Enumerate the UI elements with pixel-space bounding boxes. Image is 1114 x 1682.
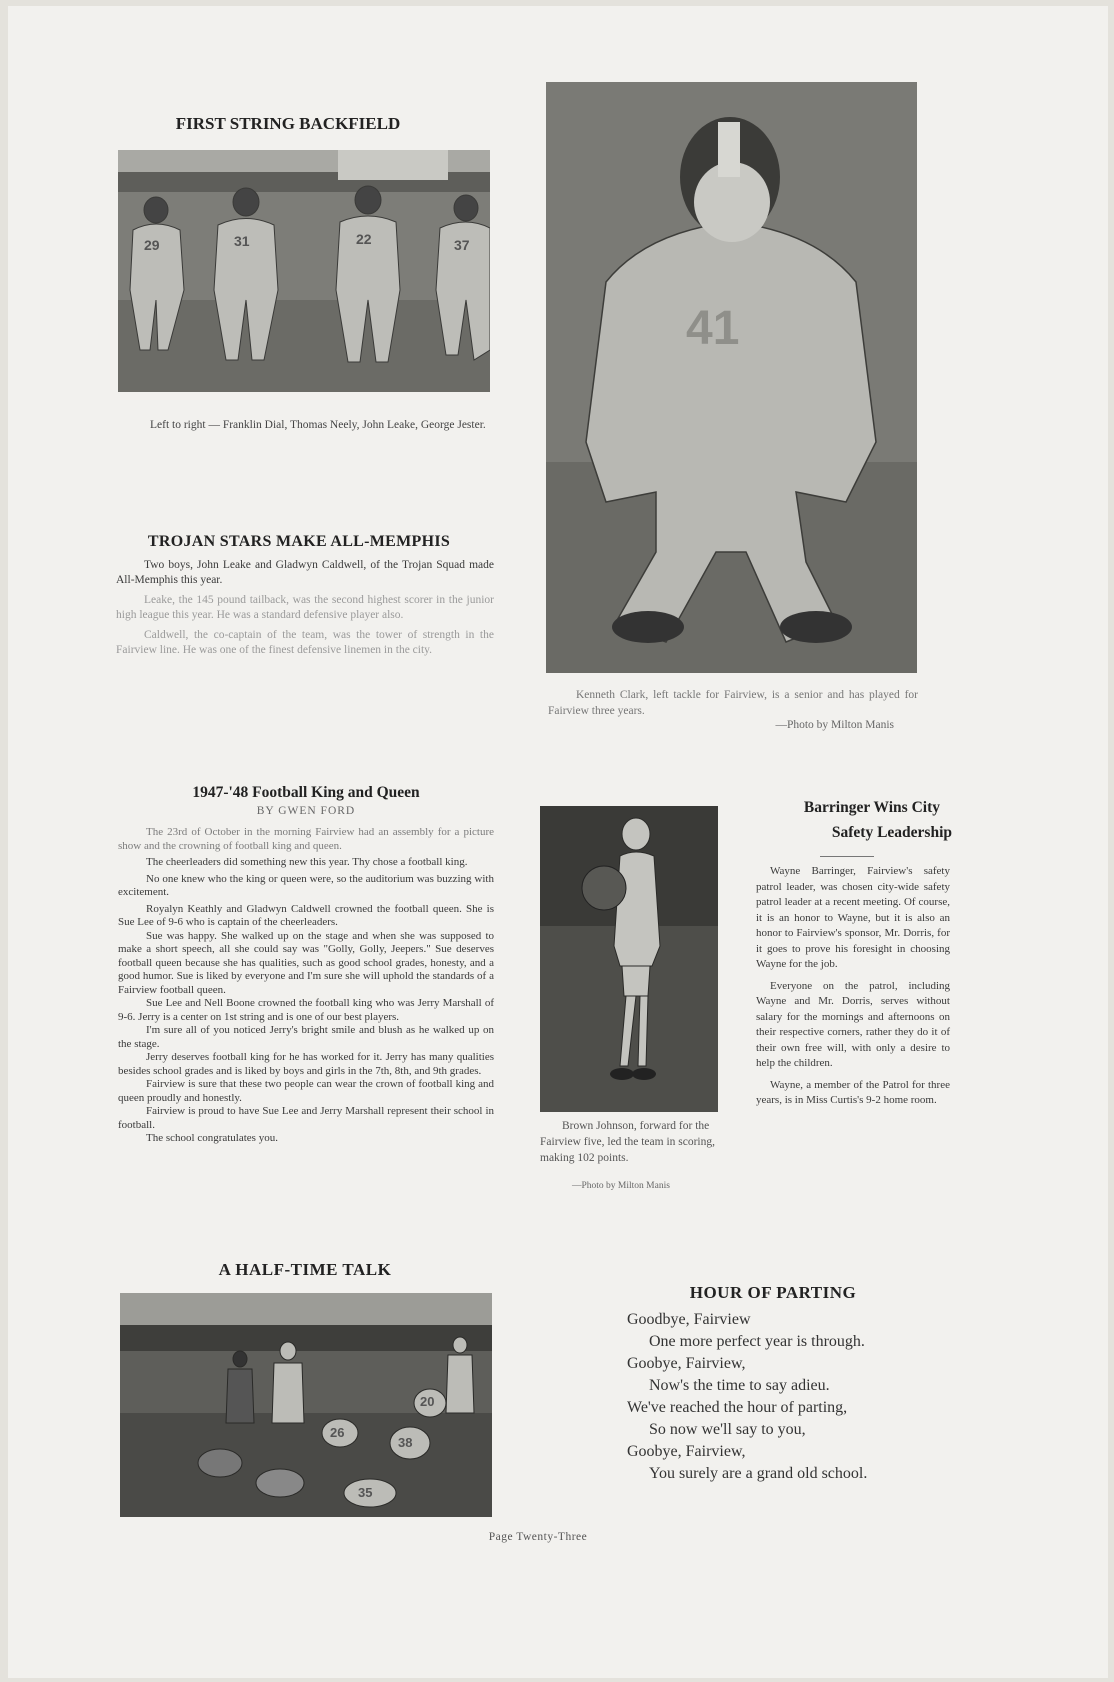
halftime-title: A HALF-TIME TALK	[218, 1260, 392, 1279]
barringer-paragraph: Everyone on the patrol, including Wayne and Mr. Dorris, serves without salary for the mornings and afternoons on their respective corners, rather they do it of their own free will, with only a desire to help the children.	[756, 979, 950, 1069]
clark-photo-credit: —Photo by Milton Manis	[775, 719, 894, 731]
johnson-caption: Brown Johnson, forward for the Fairview five, led the team in scoring, making 102 points.	[540, 1120, 716, 1164]
king-queen-title: 1947-'48 Football King and Queen	[192, 784, 420, 801]
allmemphis-paragraph: Two boys, John Leake and Gladwyn Caldwell, of the Trojan Squad made All-Memphis this year.	[116, 559, 494, 586]
barringer-paragraph: Wayne Barringer, Fairview's safety patrol leader, was chosen city-wide safety patrol leader at a recent meeting. Of course, it is an honor to Wayne, but it is also an honor to Fairview's sponsor, Mr. Dorris, for it goes to prove his foresight in choosing Wayne for the job.	[756, 865, 950, 970]
poem-line: Goobye, Fairview,	[627, 1355, 746, 1372]
king-queen-paragraph: The 23rd of October in the morning Fairview had an assembly for a picture show and the crowning of football king and queen.	[118, 826, 494, 852]
johnson-photo-credit: —Photo by Milton Manis	[572, 1181, 670, 1191]
backfield-jersey-number-3: 22	[356, 231, 372, 247]
poem-line: Goodbye, Fairview	[627, 1311, 751, 1328]
backfield-caption: Left to right — Franklin Dial, Thomas Neely, John Leake, George Jester.	[150, 419, 486, 431]
parting-poem	[627, 1309, 927, 1485]
poem-line: You surely are a grand old school.	[649, 1465, 868, 1482]
parting-title: HOUR OF PARTING	[689, 1283, 857, 1302]
king-queen-paragraph: The cheerleaders did something new this year. Thy chose a football king.	[146, 856, 468, 868]
barringer-title-line1: Barringer Wins City	[803, 799, 940, 816]
king-queen-paragraph: Royalyn Keathly and Gladwyn Caldwell crowned the football queen. She is Sue Lee of 9-6 who is captain of the cheerleaders.	[118, 902, 494, 928]
allmemphis-paragraph: Leake, the 145 pound tailback, was the second highest scorer in the junior high league this year. He was a standard defensive player also.	[116, 594, 494, 621]
halftime-jersey-number-3: 38	[398, 1435, 413, 1450]
clark-caption: Kenneth Clark, left tackle for Fairview, is a senior and has played for Fairview three years.	[548, 689, 918, 717]
yearbook-page	[8, 6, 1108, 1678]
king-queen-paragraph: The school congratulates you.	[146, 1132, 278, 1144]
backfield-title: FIRST STRING BACKFIELD	[175, 114, 401, 133]
king-queen-paragraph: No one knew who the king or queen were, so the auditorium was buzzing with excitement.	[118, 872, 494, 898]
allmemphis-paragraph: Caldwell, the co-captain of the team, was the tower of strength in the Fairview line. He was one of the finest defensive linemen in the city.	[116, 629, 494, 656]
king-queen-paragraph: I'm sure all of you noticed Jerry's bright smile and blush as he walked up on the stage.	[118, 1024, 494, 1050]
barringer-paragraph: Wayne, a member of the Patrol for three years, is in Miss Curtis's 9-2 home room.	[756, 1078, 950, 1106]
halftime-jersey-number-4: 35	[358, 1485, 373, 1500]
poem-line: One more perfect year is through.	[649, 1333, 865, 1350]
king-queen-paragraph: Sue Lee and Nell Boone crowned the football king who was Jerry Marshall of 9-6. Jerry is a center on 1st string and is one of our best players.	[118, 997, 494, 1023]
king-queen-paragraph: Fairview is proud to have Sue Lee and Jerry Marshall represent their school in football.	[118, 1105, 494, 1131]
barringer-title	[748, 795, 952, 845]
barringer-divider	[820, 856, 874, 857]
backfield-jersey-number-4: 37	[454, 237, 470, 253]
clark-photo	[546, 82, 917, 673]
poem-line: So now we'll say to you,	[649, 1421, 806, 1438]
king-queen-article	[118, 826, 494, 1146]
page-number: Page Twenty-Three	[488, 1531, 588, 1543]
king-queen-paragraph: Fairview is sure that these two people can wear the crown of football king and queen proudly and honestly.	[118, 1078, 494, 1104]
poem-line: Goobye, Fairview,	[627, 1443, 746, 1460]
allmemphis-title: TROJAN STARS MAKE ALL-MEMPHIS	[147, 533, 451, 550]
clark-jersey-number: 41	[686, 302, 740, 355]
backfield-jersey-number-2: 31	[234, 233, 250, 249]
allmemphis-article	[116, 558, 494, 657]
backfield-jersey-number-1: 29	[144, 237, 160, 253]
halftime-jersey-number-2: 26	[330, 1425, 345, 1440]
poem-line: Now's the time to say adieu.	[649, 1377, 830, 1394]
king-queen-paragraph: Jerry deserves football king for he has worked for it. Jerry has many qualities besides school grades and is liked by boys and girls in the 7th, 8th, and 9th grades.	[118, 1051, 494, 1077]
halftime-jersey-number-1: 20	[420, 1394, 435, 1409]
backfield-photo	[118, 150, 490, 392]
barringer-title-line2: Safety Leadership	[831, 824, 952, 841]
johnson-photo	[540, 806, 718, 1112]
halftime-photo	[120, 1293, 492, 1517]
barringer-article	[756, 864, 950, 1109]
poem-line: We've reached the hour of parting,	[627, 1399, 848, 1416]
king-queen-byline: BY GWEN FORD	[256, 805, 356, 817]
king-queen-paragraph: Sue was happy. She walked up on the stage and when she was supposed to make a short speech, all she could say was "Golly, Golly, Jeepers." Sue deserves football queen because she has qualities, such as good school grades, honesty, and a good humor. Sue is liked by everyone and I'm sure she will uphold the standards of a Fairview football queen.	[118, 929, 494, 996]
